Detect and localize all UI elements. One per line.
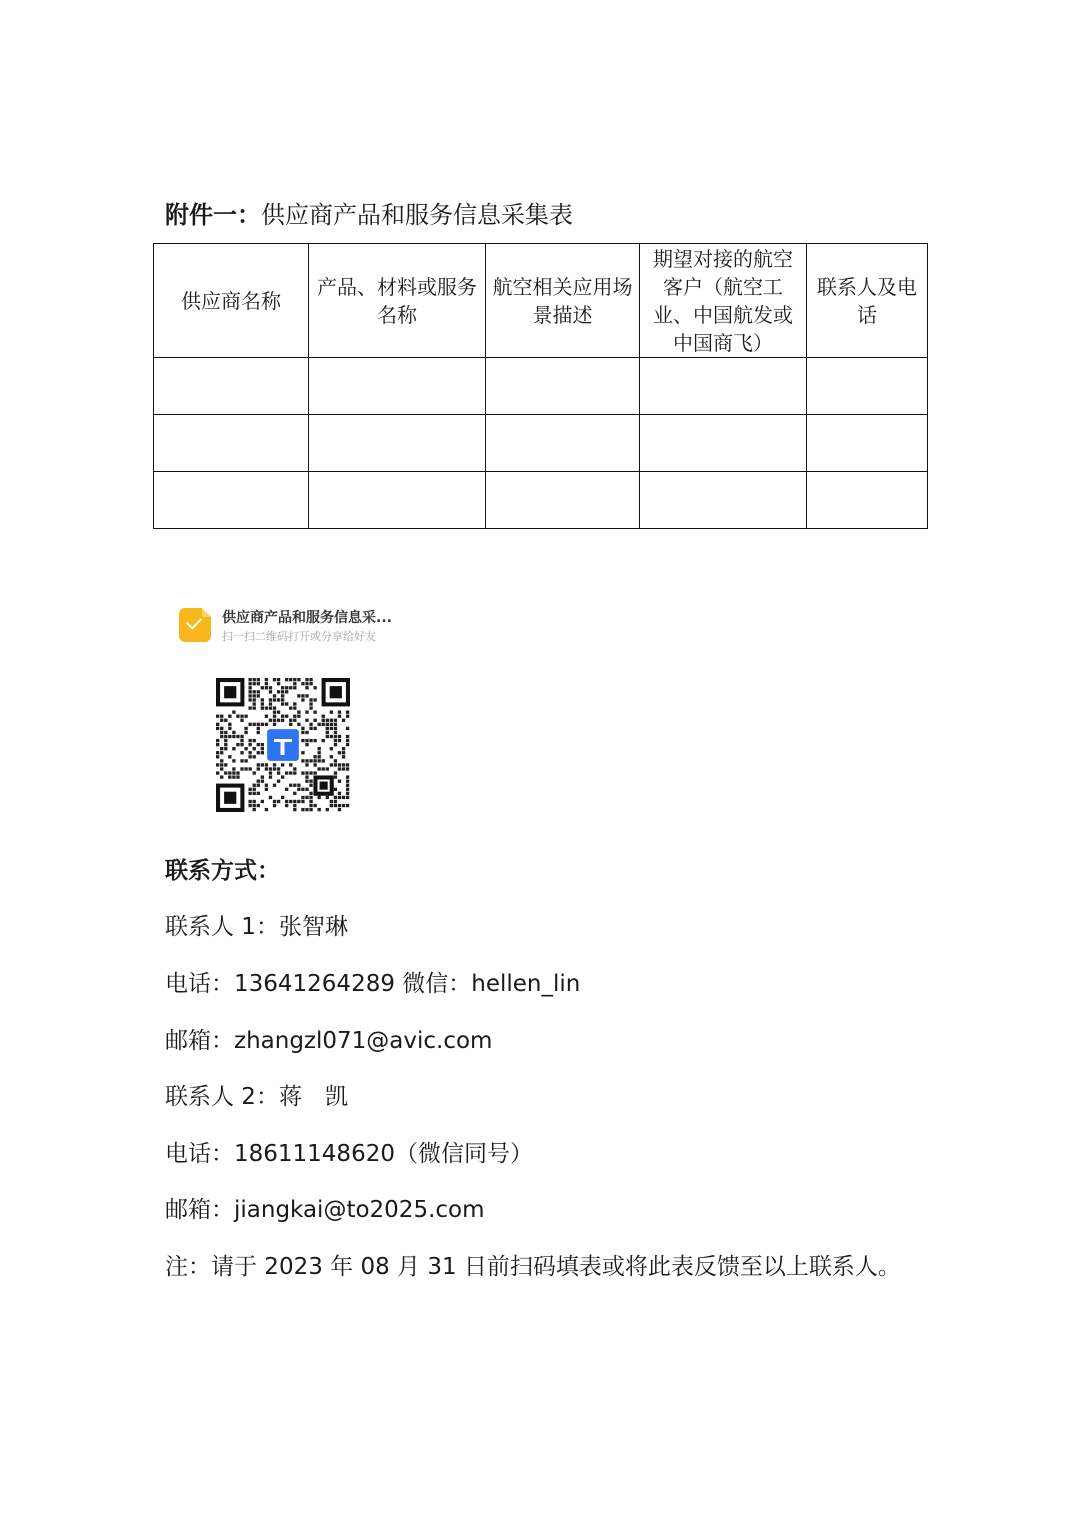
form-share-card xyxy=(176,603,416,649)
table-cell xyxy=(154,358,309,415)
deadline-note: 注：请于 2023 年 08 月 31 日前扫码填表或将此表反馈至以上联系人。 xyxy=(165,1254,901,1280)
heading-title: 供应商产品和服务信息采集表 xyxy=(261,201,573,229)
contact-1-email: 邮箱：zhangzl071@avic.com xyxy=(165,1028,493,1054)
document-heading xyxy=(165,198,573,232)
table-cell xyxy=(486,472,640,529)
table-row xyxy=(154,415,928,472)
contact-section-title: 联系方式： xyxy=(165,858,280,884)
contact-2-phone: 电话：18611148620（微信同号） xyxy=(165,1141,533,1167)
table-cell xyxy=(807,472,928,529)
table-cell xyxy=(640,472,807,529)
table-cell xyxy=(309,415,486,472)
heading-prefix: 附件一： xyxy=(165,201,261,229)
qr-code[interactable] xyxy=(216,678,350,812)
header-contact-phone: 联系人及电话 xyxy=(807,244,928,358)
contact-1-name: 联系人 1：张智琳 xyxy=(165,914,348,940)
table-cell xyxy=(486,415,640,472)
table-row xyxy=(154,358,928,415)
table-cell xyxy=(807,415,928,472)
form-card-subtitle: 扫一扫二维码打开或分享给好友 xyxy=(222,630,376,643)
table-header-row xyxy=(154,244,928,358)
checkmark-document-icon xyxy=(179,608,211,642)
header-product-name: 产品、材料或服务名称 xyxy=(309,244,486,358)
table-cell xyxy=(309,358,486,415)
table-cell xyxy=(486,358,640,415)
header-expected-customer: 期望对接的航空客户（航空工业、中国航发或中国商飞） xyxy=(640,244,807,358)
form-card-title: 供应商产品和服务信息采... xyxy=(222,610,392,626)
contact-2-name: 联系人 2：蒋 凯 xyxy=(165,1084,348,1110)
supplier-info-table xyxy=(153,243,928,529)
table-cell xyxy=(154,472,309,529)
table-row xyxy=(154,472,928,529)
table-cell xyxy=(640,415,807,472)
contact-2-email: 邮箱：jiangkai@to2025.com xyxy=(165,1197,485,1223)
table-cell xyxy=(154,415,309,472)
contact-1-phone: 电话：13641264289 微信：hellen_lin xyxy=(165,971,581,997)
header-supplier-name: 供应商名称 xyxy=(154,244,309,358)
table-cell xyxy=(807,358,928,415)
header-application-scenario: 航空相关应用场景描述 xyxy=(486,244,640,358)
table-cell xyxy=(640,358,807,415)
table-cell xyxy=(309,472,486,529)
